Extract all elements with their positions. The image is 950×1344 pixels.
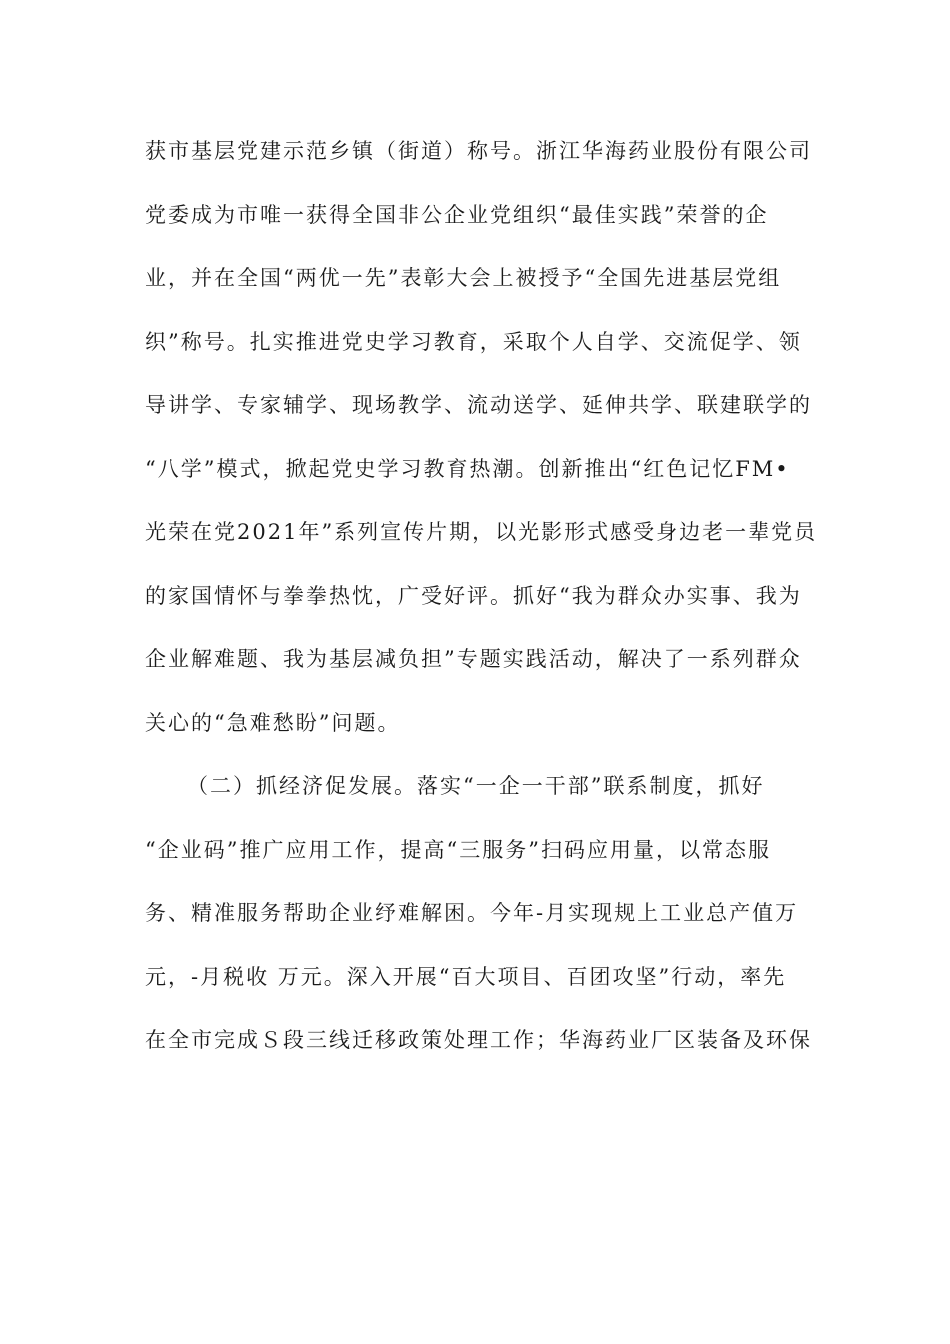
text-line: 织”称号。扎实推进党史学习教育，采取个人自学、交流促学、领 — [145, 329, 802, 354]
text-line: 获市基层党建示范乡镇（街道）称号。浙江华海药业股份有限公司 — [145, 139, 812, 163]
text-line: 党委成为市唯一获得全国非公企业党组织“最佳实践”荣誉的企 — [145, 202, 769, 227]
text-line: 务、精准服务帮助企业纾难解困。今年-月实现规上工业总产值万 — [145, 901, 799, 925]
text-line: 元，-月税收 万元。深入开展“百大项目、百团攻坚”行动，率先 — [145, 964, 787, 989]
document-body — [145, 128, 818, 1081]
text-line: 的家国情怀与拳拳热忱，广受好评。抓好“我为群众办实事、我为 — [145, 583, 802, 608]
text-line: 关心的“急难愁盼”问题。 — [145, 710, 401, 735]
text-line: 在全市完成Ｓ段三线迁移政策处理工作；华海药业厂区装备及环保 — [145, 1028, 812, 1052]
text-line: 导讲学、专家辅学、现场教学、流动送学、延伸共学、联建联学的 — [145, 393, 812, 417]
text-line: 光荣在党2021年”系列宣传片期，以光影形式感受身边老一辈党员 — [145, 520, 818, 544]
text-line: “八学”模式，掀起党史学习教育热潮。创新推出“红色记忆FM• — [145, 456, 790, 481]
text-line: “企业码”推广应用工作，提高“三服务”扫码应用量，以常态服 — [145, 837, 771, 862]
section-heading-line: （二）抓经济促发展。落实“一企一干部”联系制度，抓好 — [187, 774, 765, 798]
text-line: 业，并在全国“两优一先”表彰大会上被授予“全国先进基层党组 — [145, 266, 782, 290]
text-line: 企业解难题、我为基层减负担”专题实践活动，解决了一系列群众 — [145, 647, 802, 671]
